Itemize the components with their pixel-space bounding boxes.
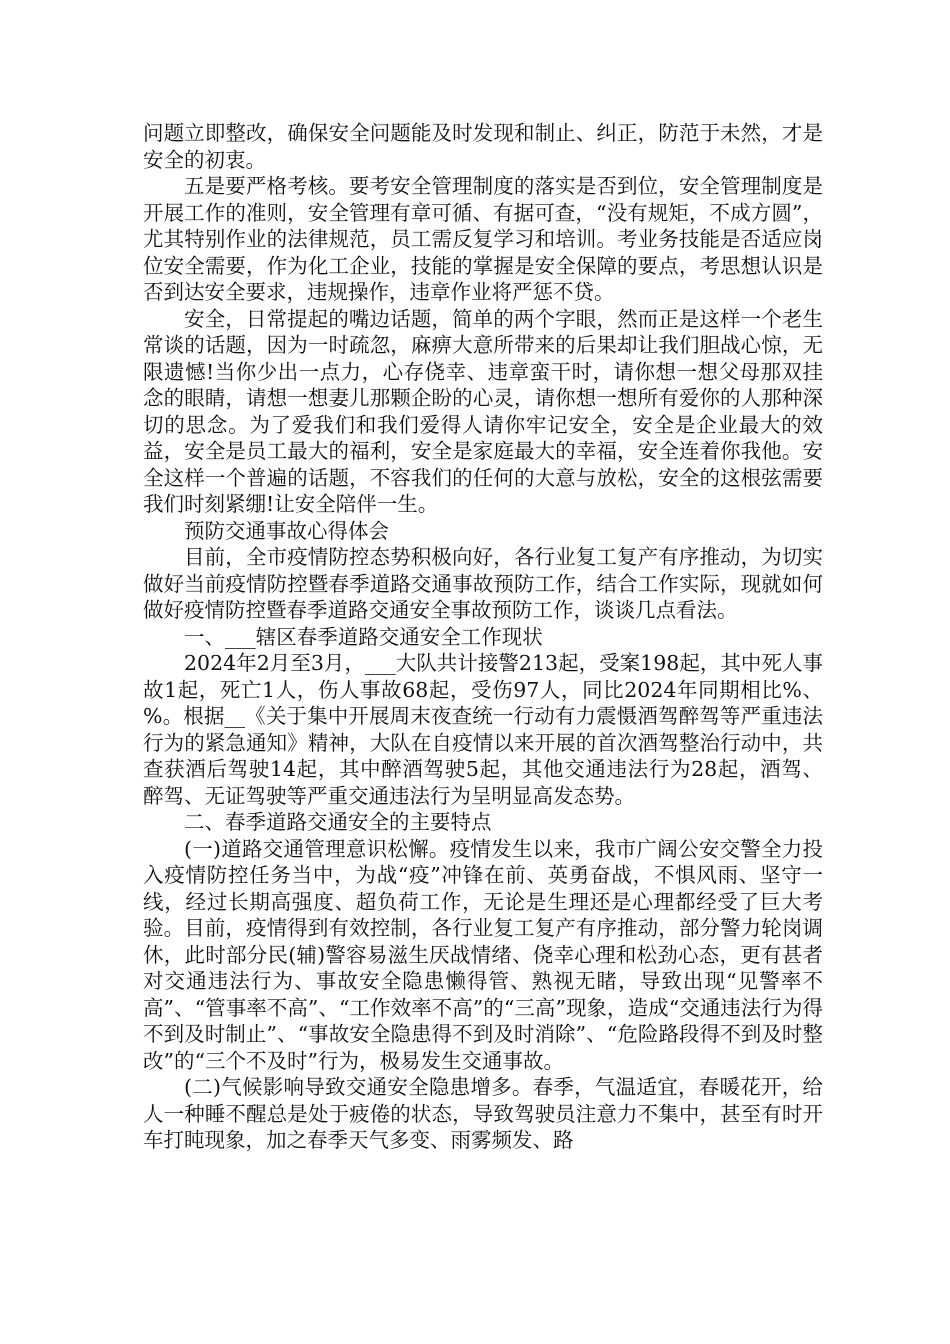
paragraph-5: 2024年2月至3月，___大队共计接警213起，受案198起，其中死人事故1起，死亡1人，伤人事故68起，受伤97人，同比2024年同期相比%、%。根据__《关于集中开展周末夜查统一行动有力震慑酒驾醉驾等严重违法行为的紧急通知》精神，大队在自疫情以来开展的首次酒驾整治行动中，共查获酒后驾驶14起，其中醉酒驾驶5起，其他交通违法行为28起，酒驾、醉驾、无证驾驶等严重交通违法行为呈明显高发态势。: [143, 651, 823, 808]
paragraph-6: (一)道路交通管理意识松懈。疫情发生以来，我市广阔公安交警全力投入疫情防控任务当中，为战“疫”冲锋在前、英勇奋战，不惧风雨、坚守一线，经过长期高强度、超负荷工作，无论是生理还是心理都经受了巨大考验。目前，疫情得到有效控制，各行业复工复产有序推动，部分警力轮岗调休，此时部分民(辅)警容易滋生厌战情绪、侥幸心理和松劲心态，更有甚者对交通违法行为、事故安全隐患懒得管、熟视无睹，导致出现“见警率不高”、“管事率不高”、“工作效率不高”的“三高”现象，造成“交通违法行为得不到及时制止”、“事故安全隐患得不到及时消除”、“危险路段得不到及时整改”的“三个不及时”行为，极易发生交通事故。: [143, 836, 823, 1073]
paragraph-4: 目前，全市疫情防控态势积极向好，各行业复工复产有序推动，为切实做好当前疫情防控暨春季道路交通事故预防工作，结合工作实际，现就如何做好疫情防控暨春季道路交通安全事故预防工作，谈谈几点看法。: [143, 545, 823, 622]
heading-1: 一、___辖区春季道路交通安全工作现状: [184, 624, 543, 649]
paragraph-1: 问题立即整改，确保安全问题能及时发现和制止、纠正，防范于未然，才是安全的初衷。: [143, 121, 823, 172]
paragraph-3: 安全，日常提起的嘴边话题，简单的两个字眼，然而正是这样一个老生常谈的话题，因为一时疏忽，麻痹大意所带来的后果却让我们胆战心惊，无限遗憾!当你少出一点力，心存侥幸、违章蛮干时，请你想一想父母那双挂念的眼睛，请想一想妻儿那颗企盼的心灵，请你想一想所有爱你的人那种深切的思念。为了爱我们和我们爱得人请你牢记安全，安全是企业最大的效益，安全是员工最大的福利，安全是家庭最大的幸福，安全连着你我他。安全这样一个普遍的话题，不容我们的任何的大意与放松，安全的这根弦需要我们时刻紧绷!让安全陪伴一生。: [143, 306, 823, 516]
paragraph-2: 五是要严格考核。要考安全管理制度的落实是否到位，安全管理制度是开展工作的准则，安全管理有章可循、有据可查，“没有规矩，不成方圆”，尤其特别作业的法律规范，员工需反复学习和培训。考业务技能是否适应岗位安全需要，作为化工企业，技能的掌握是安全保障的要点，考思想认识是否到达安全要求，违规操作，违章作业将严惩不贷。: [143, 174, 823, 304]
section-title: 预防交通事故心得体会: [184, 518, 389, 543]
document-page: [143, 120, 823, 1154]
paragraph-7: (二)气候影响导致交通安全隐患增多。春季，气温适宜，春暖花开，给人一种睡不醒总是处于疲倦的状态，导致驾驶员注意力不集中，甚至有时开车打盹现象，加之春季天气多变、雨雾频发、路: [143, 1075, 823, 1152]
heading-2: 二、春季道路交通安全的主要特点: [184, 810, 492, 834]
